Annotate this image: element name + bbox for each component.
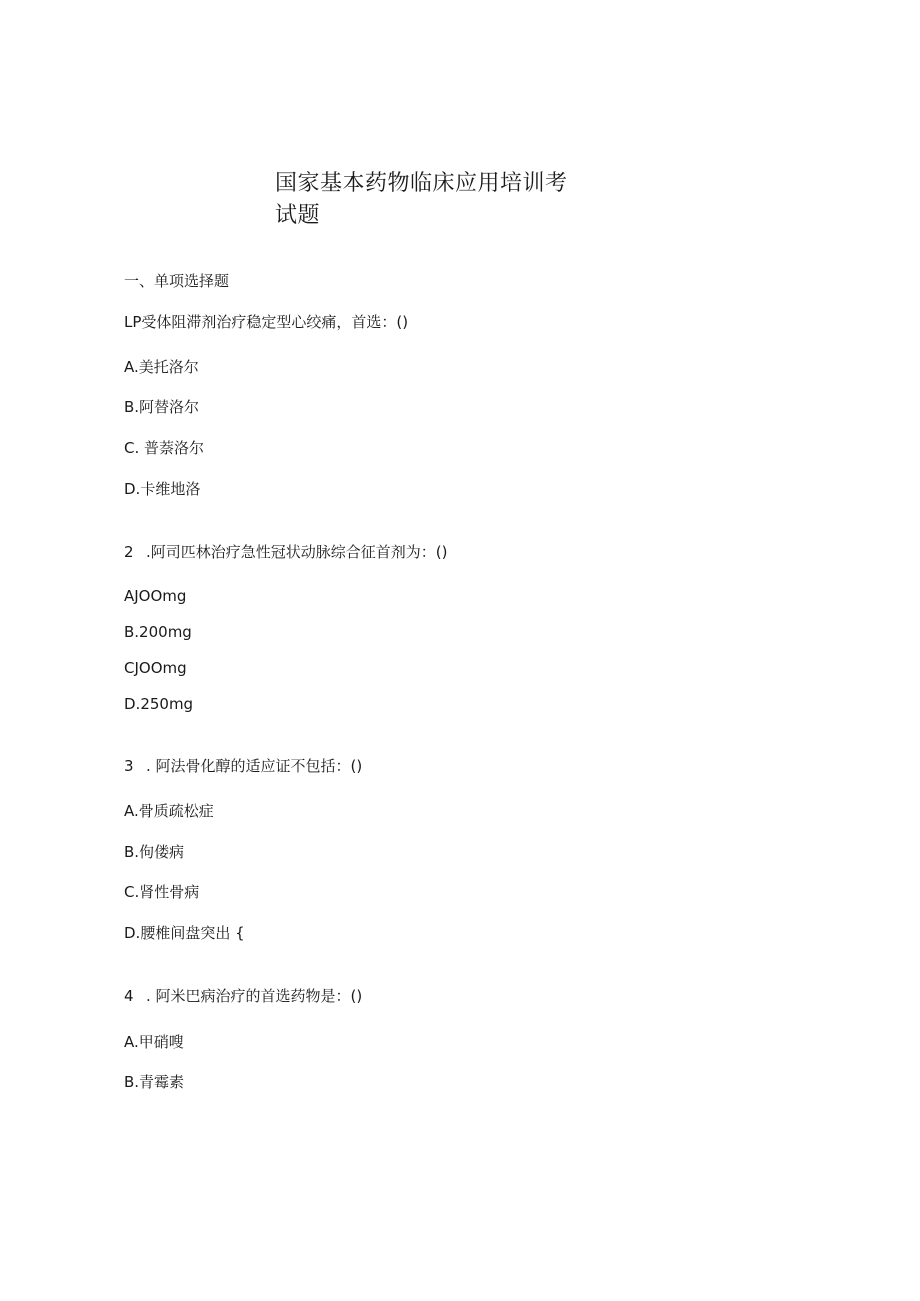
question-1-option-c: C. 普萘洛尔 (124, 439, 205, 457)
page-title (275, 168, 595, 232)
title-line-1: 国家基本药物临床应用培训考 (275, 171, 568, 196)
section-heading: 一、单项选择题 (124, 272, 230, 290)
question-4-number: 4 (124, 987, 134, 1005)
question-1-option-a: A.美托洛尔 (124, 358, 199, 376)
question-2-option-c: CJOOmg (124, 659, 187, 677)
question-2-option-b: B.200mg (124, 623, 192, 641)
question-2-stem: .阿司匹林治疗急性冠状动脉综合征首剂为：() (146, 543, 448, 561)
title-line-2: 试题 (275, 203, 321, 228)
question-3-option-c: C.肾性骨病 (124, 883, 200, 901)
question-1-option-b: B.阿替洛尔 (124, 398, 200, 416)
question-1-option-d: D.卡维地洛 (124, 480, 201, 498)
question-4 (124, 986, 362, 1006)
question-2 (124, 542, 447, 562)
question-3-number: 3 (124, 757, 134, 775)
question-4-stem: . 阿米巴病治疗的首选药物是：() (146, 987, 363, 1005)
question-3-option-d: D.腰椎间盘突出 { (124, 924, 245, 942)
question-2-option-a: AJOOmg (124, 587, 187, 605)
question-2-number: 2 (124, 543, 134, 561)
question-3 (124, 756, 362, 776)
question-1-stem: LP受体阻滞剂治疗稳定型心绞痛，首选：() (124, 313, 409, 331)
question-4-option-b: B.青霉素 (124, 1073, 185, 1091)
question-4-option-a: A.甲硝嗖 (124, 1033, 184, 1051)
question-2-option-d: D.250mg (124, 695, 194, 713)
question-3-stem: . 阿法骨化醇的适应证不包括：() (146, 757, 363, 775)
question-3-option-a: A.骨质疏松症 (124, 802, 214, 820)
question-3-option-b: B.佝偻病 (124, 843, 185, 861)
